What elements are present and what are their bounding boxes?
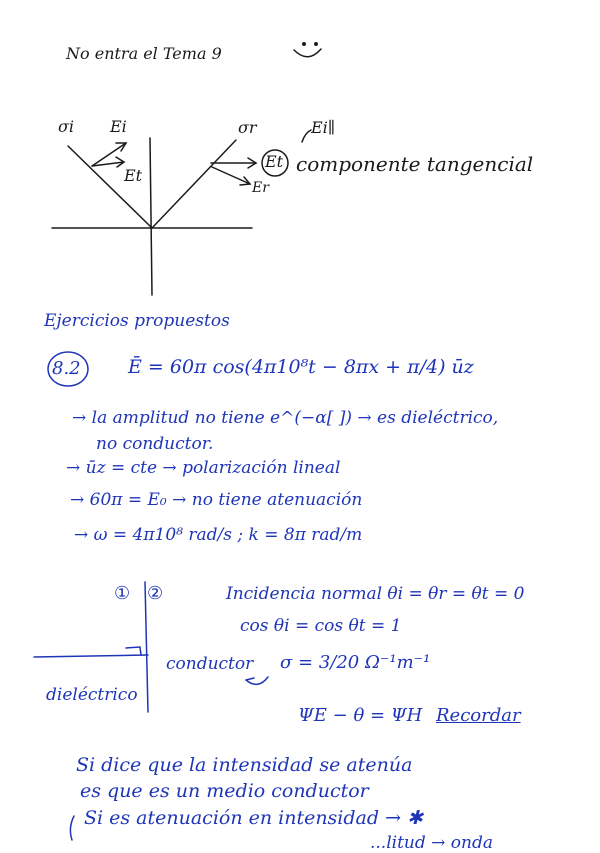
et-left-label: Et [124,166,143,185]
note-line-4: ...litud → onda [370,833,494,853]
conductor-label: conductor [166,654,254,674]
reflected-ray [152,140,236,228]
bullet-attenuation: → 60π = E₀ → no tiene atenuación [70,490,363,510]
theta-i-label: σi [58,117,75,136]
brace-icon [70,816,74,840]
normal-line [150,138,152,295]
ei-parallel-label: Ei∥ [311,118,336,137]
phase-label: ΨE − θ = ΨH [298,705,423,726]
incident-normal-ray [34,655,148,657]
smiley-mouth-icon [294,49,321,57]
bullet-omega-k: → ω = 4π10⁸ rad/s ; k = 8π rad/m [74,525,363,545]
et-circled-label: Et [265,152,284,171]
exercise-number: 8.2 [52,358,81,379]
medium-1-label: ① [114,583,131,604]
tangential-label: componente tangencial [296,152,534,176]
dielectric-label: dieléctrico [46,685,138,705]
bullet-not-conductor: no conductor. [96,434,214,454]
header-note: No entra el Tema 9 [66,44,222,63]
medium-2-label: ② [147,583,164,604]
bullet-polarization: → ūz = cte → polarización lineal [66,458,341,478]
ei-parallel-stroke [302,130,311,142]
incident-ray [68,146,152,228]
er-vector-icon [212,167,250,184]
ei-label: Ei [110,117,127,136]
theta-r-label: σr [238,118,257,137]
remember-label: Recordar [436,705,521,726]
cosines-label: cos θi = cos θt = 1 [240,616,402,636]
bullet-amplitude: → la amplitud no tiene e^(−α[ ]) → es dieléctrico, [72,408,499,428]
exercise-equation: Ē = 60π cos(4π10⁸t − 8πx + π/4) ūz [128,356,474,378]
conductor-arrow-icon [246,677,268,684]
incidence-label: Incidencia normal θi = θr = θt = 0 [226,584,525,604]
section-title: Ejercicios propuestos [44,311,230,331]
er-label: Er [252,180,269,196]
right-angle-icon [126,647,141,655]
sigma-label: σ = 3/20 Ω⁻¹m⁻¹ [280,652,431,673]
note-line-2: es que es un medio conductor [80,780,369,802]
note-line-3: Si es atenuación en intensidad → ✱ [84,807,423,829]
note-line-1: Si dice que la intensidad se atenúa [76,754,413,776]
